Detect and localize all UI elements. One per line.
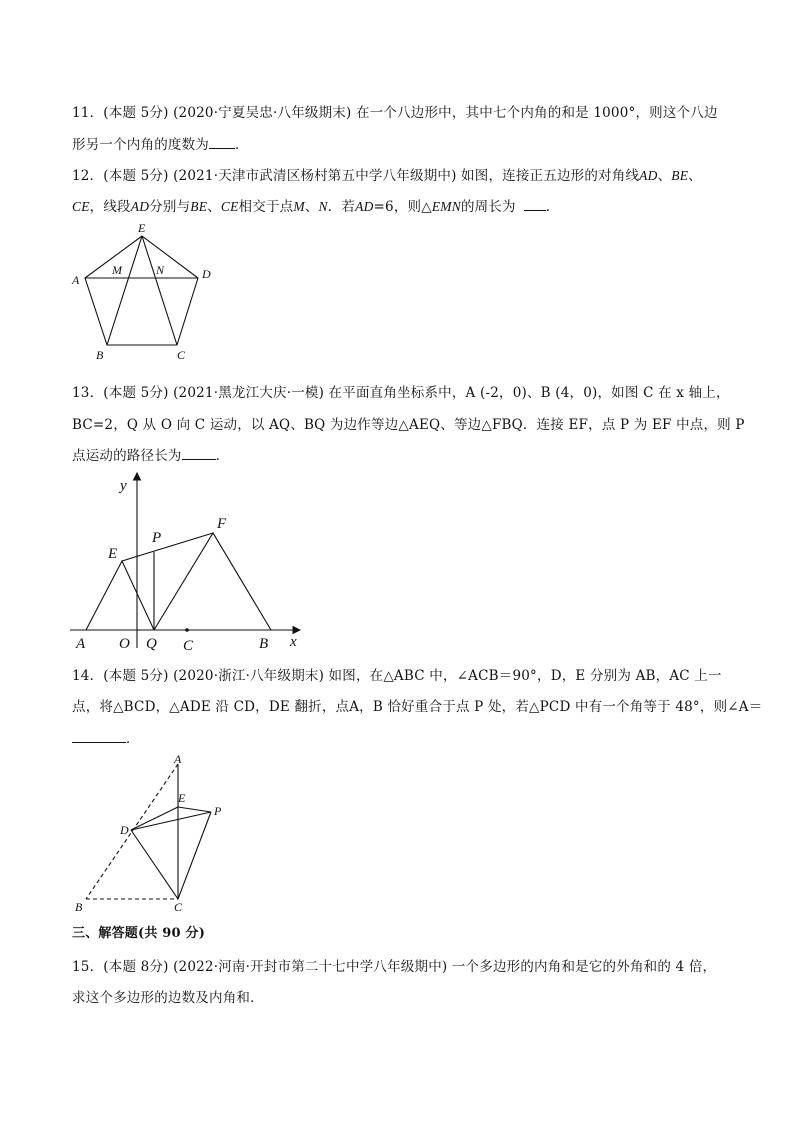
q12-m: M — [293, 199, 305, 214]
label-e: E — [138, 221, 146, 235]
label-q: Q — [146, 636, 157, 652]
q14-line1: 14．(本题 5分) (2020·浙江·八年级期末) 如图，在△ABC 中，∠ACB＝90°，D，E 分别为 AB，AC 上一 — [72, 668, 722, 684]
q14-answer-blank — [72, 730, 126, 743]
triangle-aeq — [86, 561, 154, 630]
q12-t3: 、 — [207, 199, 221, 215]
q11-period: ． — [235, 137, 249, 153]
section-heading: 三、解答题(共 90 分) — [72, 926, 206, 941]
label-n: N — [156, 263, 165, 277]
q14-period: ． — [126, 731, 140, 747]
q12-ce2: CE — [220, 199, 239, 214]
q13-answer-blank — [182, 447, 216, 460]
label-c: C — [177, 348, 186, 362]
label-b: B — [75, 900, 83, 914]
q12-ad: AD — [639, 168, 658, 183]
label-a: A — [174, 752, 182, 766]
label-d: D — [120, 823, 129, 837]
triangle-fbq — [154, 533, 271, 630]
q12-ad2: AD — [130, 199, 150, 214]
q12-sep2: 、 — [688, 168, 702, 184]
q11-answer-blank — [209, 136, 235, 149]
q12-n: N — [318, 199, 328, 214]
label-b: B — [259, 636, 269, 652]
q12-sep1: 、 — [657, 168, 672, 184]
q13-line1: 13．(本题 5分) (2021·黑龙江大庆·一模) 在平面直角坐标系中，A (-2，0)、B (4，0)，如图 C 在 x 轴上， — [72, 385, 730, 401]
pentagon-figure — [60, 218, 220, 363]
q12-t9: ． — [545, 199, 560, 215]
q11-line2 — [72, 133, 249, 153]
q12-ad3: AD — [355, 199, 374, 214]
fold-figure — [66, 752, 236, 917]
q12-be2: BE — [190, 199, 208, 214]
q13-text: 点运动的路径长为 — [72, 448, 182, 464]
q12-t5: 、 — [304, 199, 319, 215]
segment-de — [131, 807, 178, 830]
q12-t2: 分别与 — [149, 199, 191, 215]
q13-line3 — [72, 444, 229, 464]
q13-line2: BC=2，Q 从 O 向 C 运动，以 AQ、BQ 为边作等边△AEQ、等边△FBQ．连接 EF，点 P 为 EF 中点，则 P — [72, 417, 745, 433]
q15-line1: 15．(本题 8分) (2022·河南·开封市第二十七中学八年级期中) 一个多边形的内角和是它的外角和的 4 倍， — [72, 959, 717, 975]
label-f: F — [217, 516, 227, 532]
segment-cd — [131, 830, 178, 899]
q12-t6: ．若 — [327, 199, 356, 215]
label-x: x — [290, 634, 297, 650]
label-p: P — [214, 804, 222, 818]
segment-pc — [178, 812, 211, 899]
label-d: D — [202, 267, 211, 281]
q13-period: ． — [215, 448, 230, 464]
label-p: P — [152, 530, 162, 546]
q12-answer-blank — [524, 198, 546, 211]
label-a: A — [72, 273, 80, 287]
q14-line3 — [72, 727, 140, 747]
diagonal-be — [107, 236, 142, 345]
label-e: E — [108, 546, 118, 562]
label-a: A — [76, 636, 86, 652]
q14-line2: 点，将△BCD，△ADE 沿 CD，DE 翻折，点A，B 恰好重合于点 P 处，若△PCD 中有一个角等于 48°，则∠A＝ — [72, 699, 763, 715]
label-c: C — [183, 638, 194, 653]
q12-line1 — [72, 164, 702, 184]
label-m: M — [112, 263, 122, 277]
q12-line2 — [72, 195, 559, 215]
q12-t4: 相交于点 — [238, 199, 294, 215]
label-y: y — [120, 478, 127, 494]
label-b: B — [96, 348, 104, 362]
segment-dp — [131, 812, 211, 830]
segment-ep — [178, 807, 211, 812]
q12-t8: 的周长为 — [460, 199, 516, 215]
q12-ce: CE — [72, 199, 90, 214]
q15-line2: 求这个多边形的边数及内角和． — [72, 990, 264, 1006]
point-c — [185, 628, 189, 632]
q12-text-a: 12．(本题 5分) (2021·天津市武清区杨村第五中学八年级期中) 如图，连接正五边形的对角线 — [72, 168, 640, 184]
label-e: E — [178, 791, 186, 805]
pentagon-outline — [85, 236, 198, 345]
coordinate-figure — [62, 468, 312, 653]
label-o: O — [119, 636, 130, 652]
q11-line1: 11．(本题 5分) (2020·宁夏吴忠·八年级期末) 在一个八边形中，其中七个内角的和是 1000°，则这个八边 — [72, 105, 718, 121]
label-c: C — [174, 900, 183, 914]
q12-t7: =6，则△ — [373, 199, 432, 215]
q12-t1: ，线段 — [89, 199, 131, 215]
segment-ef — [122, 533, 213, 561]
q12-emn: EMN — [431, 199, 461, 214]
q12-be: BE — [671, 168, 689, 183]
q11-text: 形另一个内角的度数为 — [72, 137, 209, 153]
diagonal-ce — [142, 236, 177, 345]
